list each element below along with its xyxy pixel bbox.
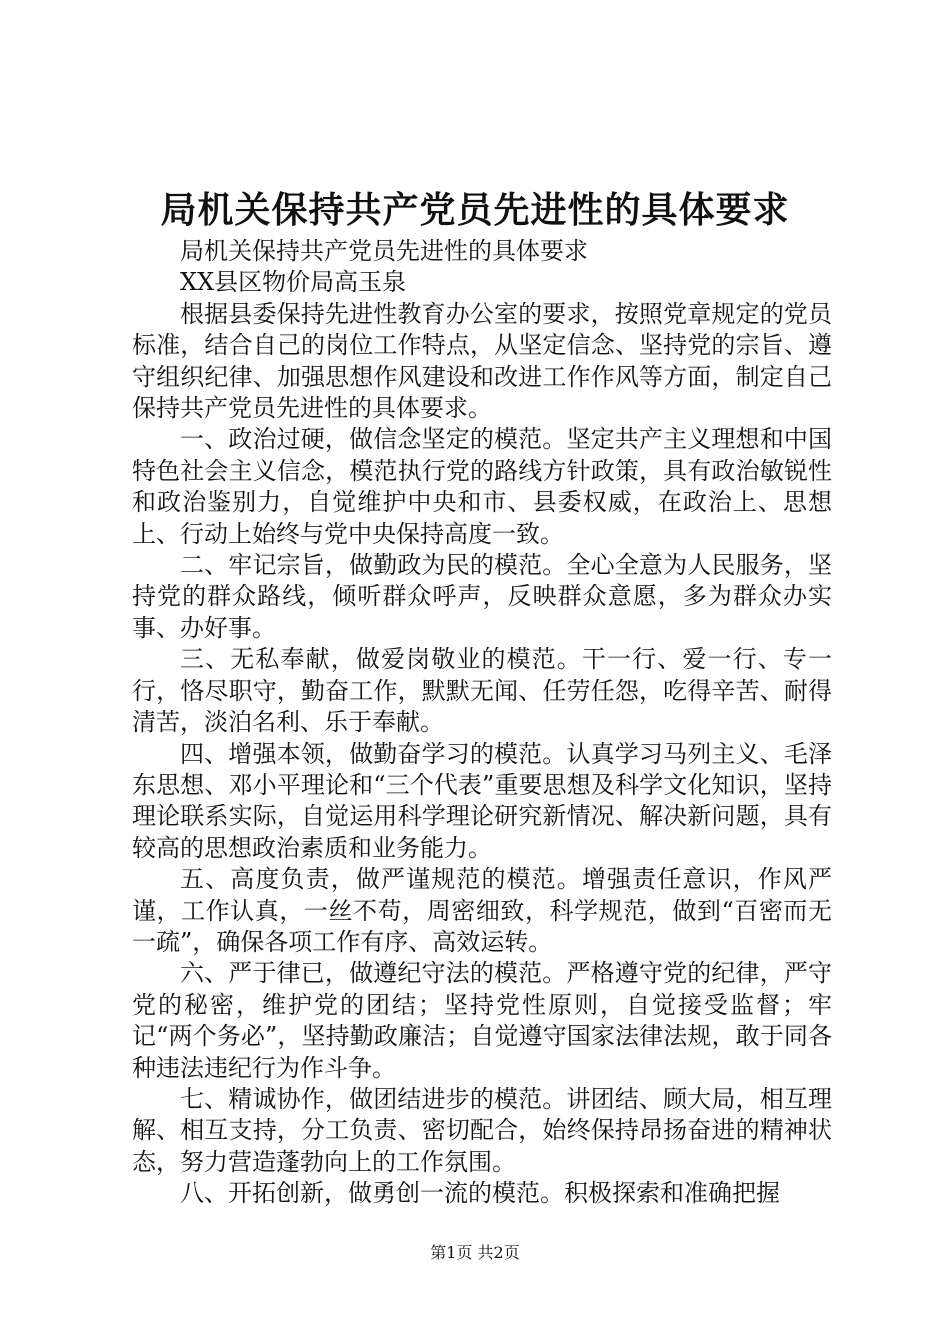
paragraph-item-1: 一、政治过硬，做信念坚定的模范。坚定共产主义理想和中国特色社会主义信念，模范执行党的路线方针政策，具有政治敏锐性和政治鉴别力，自觉维护中央和市、县委权威，在政治上、思想上、行动上始终与党中央保持高度一致。 [132,425,832,548]
page-footer: 第1页 共2页 [430,1243,520,1262]
paragraph-item-6: 六、严于律已，做遵纪守法的模范。严格遵守党的纪律，严守党的秘密，维护党的团结；坚持党性原则，自觉接受监督；牢记“两个务必”，坚持勤政廉洁；自觉遵守国家法律法规，敢于同各种违法违纪行为作斗争。 [132,959,832,1082]
paragraph-item-8: 八、开拓创新，做勇创一流的模范。积极探索和准确把握 [180,1179,780,1208]
document-title: 局机关保持共产党员先进性的具体要求 [160,189,790,231]
paragraph-subtitle: 局机关保持共产党员先进性的具体要求 [180,237,588,265]
paragraph-item-2: 二、牢记宗旨，做勤政为民的模范。全心全意为人民服务，坚持党的群众路线，倾听群众呼声，反映群众意愿，多为群众办实事、办好事。 [132,551,832,642]
document-body [132,236,832,1210]
paragraph-item-3: 三、无私奉献，做爱岗敬业的模范。干一行、爱一行、专一行，恪尽职守，勤奋工作，默默无闻、任劳任怨，吃得辛苦、耐得清苦，淡泊名利、乐于奉献。 [132,645,832,737]
paragraph-item-4: 四、增强本领，做勤奋学习的模范。认真学习马列主义、毛泽东思想、邓小平理论和“三个代表”重要思想及科学文化知识，坚持理论联系实际，自觉运用科学理论研究新情况、解决新问题，具有较高的思想政治素质和业务能力。 [132,739,832,862]
paragraph-author: XX县区物价局高玉泉 [180,268,407,297]
paragraph-intro: 根据县委保持先进性教育办公室的要求，按照党章规定的党员标准，结合自己的岗位工作特点，从坚定信念、坚持党的宗旨、遵守组织纪律、加强思想作风建设和改进工作作风等方面，制定自己保持共产党员先进性的具体要求。 [132,299,832,423]
paragraph-item-5: 五、高度负责，做严谨规范的模范。增强责任意识，作风严谨，工作认真，一丝不苟，周密细致，科学规范，做到“百密而无一疏”，确保各项工作有序、高效运转。 [132,865,832,956]
paragraph-item-7: 七、精诚协作，做团结进步的模范。讲团结、顾大局，相互理解、相互支持，分工负责、密切配合，始终保持昂扬奋进的精神状态，努力营造蓬勃向上的工作氛围。 [132,1084,832,1176]
